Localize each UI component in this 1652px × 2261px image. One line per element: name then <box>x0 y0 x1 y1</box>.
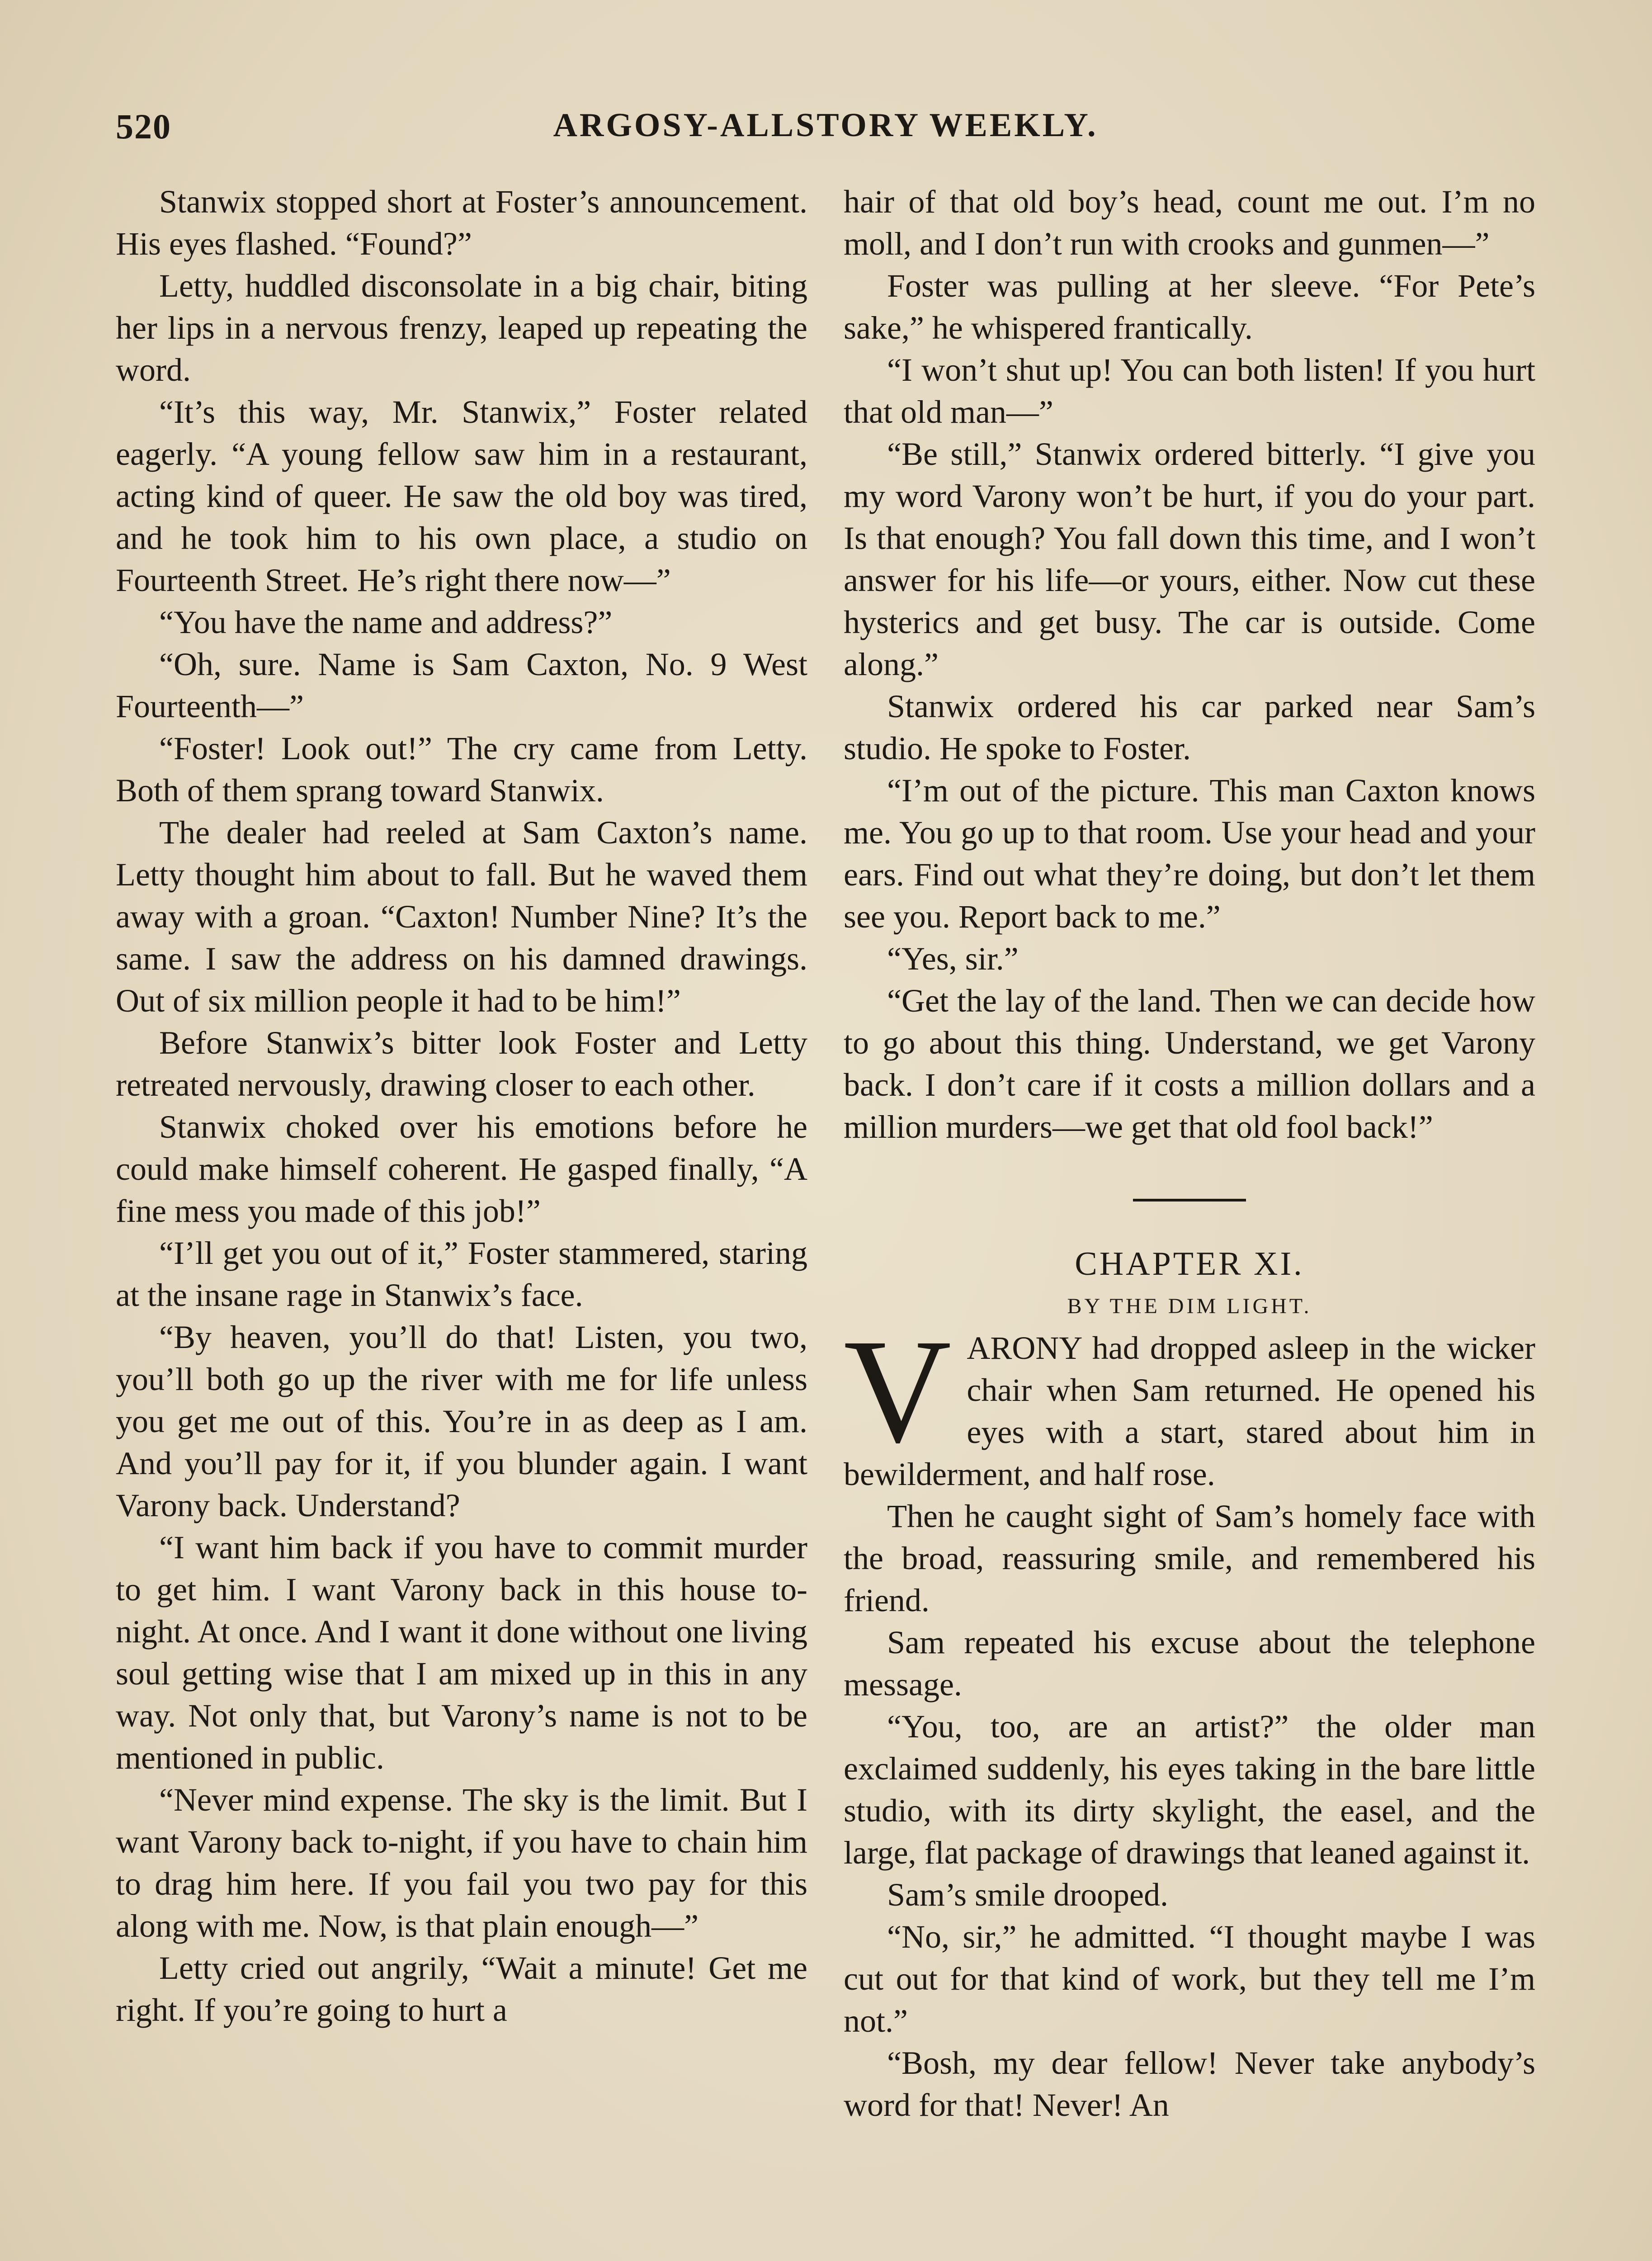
left-column <box>116 181 807 2031</box>
paragraph: “You, too, are an artist?” the older man exclaimed suddenly, his eyes taking in the bare little studio, with its dirty skylight, the easel, and the large, flat package of drawings that leaned against it. <box>844 1708 1535 1871</box>
paragraph: “I want him back if you have to commit murder to get him. I want Varony back in this house to-night. At once. And I want it done without one living soul getting wise that I am mixed up in this in any way. Not only that, but Varony’s name is not to be mentioned in public. <box>116 1529 807 1776</box>
paragraph: “You have the name and address?” <box>159 604 613 640</box>
paragraph: “I won’t shut up! You can both listen! If you hurt that old man—” <box>844 352 1535 430</box>
paragraph: “Be still,” Stanwix ordered bitterly. “I give you my word Varony won’t be hurt, if you do your part. Is that enough? You fall down this time, and I won’t answer for his life—or yours, either. Now cut these hysterics and get busy. The car is outside. Come along.” <box>844 436 1535 682</box>
paragraph: “I’m out of the picture. This man Caxton knows me. You go up to that room. Use your head and your ears. Find out what they’re doing, but don’t let them see you. Report back to me.” <box>844 772 1535 935</box>
paragraph: “It’s this way, Mr. Stanwix,” Foster related eagerly. “A young fellow saw him in a restaurant, acting kind of queer. He saw the old boy was tired, and he took him to his own place, a studio on Fourteenth Street. He’s right there now—” <box>116 394 807 598</box>
paragraph: “Yes, sir.” <box>887 941 1019 977</box>
paragraph: Foster was pulling at her sleeve. “For Pete’s sake,” he whispered frantically. <box>844 268 1535 346</box>
paragraph: Then he caught sight of Sam’s homely face with the broad, reassuring smile, and remembered his friend. <box>844 1498 1535 1618</box>
paragraph: Letty, huddled disconsolate in a big chair, biting her lips in a nervous frenzy, leaped up repeating the word. <box>116 268 807 388</box>
paragraph: “Never mind expense. The sky is the limit. But I want Varony back to-night, if you have to chain him to drag him here. If you fail you two pay for this along with me. Now, is that plain enough—” <box>116 1782 807 1944</box>
paragraph: Sam repeated his excuse about the telephone message. <box>844 1624 1535 1703</box>
paragraph: Letty cried out angrily, “Wait a minute! Get me right. If you’re going to hurt a <box>116 1950 807 2028</box>
section-divider <box>1133 1199 1246 1201</box>
running-head: ARGOSY-ALLSTORY WEEKLY. <box>553 107 1098 144</box>
paragraph: hair of that old boy’s head, count me out. I’m no moll, and I don’t run with crooks and gunmen—” <box>844 184 1535 262</box>
opening-text: ARONY had dropped asleep in the wicker chair when Sam returned. He opened his eyes with a start, stared about him in bewilderment, and half rose. <box>844 1330 1535 1492</box>
paragraph: “No, sir,” he admitted. “I thought maybe I was cut out for that kind of work, but they tell me I’m not.” <box>844 1919 1535 2039</box>
chapter-title: CHAPTER XI. <box>1075 1245 1304 1282</box>
paragraph: “I’ll get you out of it,” Foster stammered, staring at the insane rage in Stanwix’s face. <box>116 1235 807 1313</box>
paragraph: “Oh, sure. Name is Sam Caxton, No. 9 West Fourteenth—” <box>116 646 807 724</box>
paragraph: Stanwix stopped short at Foster’s announcement. His eyes flashed. “Found?” <box>116 184 807 262</box>
chapter-opening-paragraph <box>844 1309 1535 1495</box>
page-number: 520 <box>116 107 171 146</box>
drop-cap: V <box>844 1309 952 1474</box>
paragraph: “Get the lay of the land. Then we can decide how to go about this thing. Understand, we get Varony back. I don’t care if it costs a million dollars and a million murders—we get that old fool back!” <box>844 983 1535 1145</box>
paragraph: “Bosh, my dear fellow! Never take anybody’s word for that! Never! An <box>844 2045 1535 2123</box>
paragraph: Before Stanwix’s bitter look Foster and Letty retreated nervously, drawing closer to each other. <box>116 1025 807 1103</box>
paragraph: “By heaven, you’ll do that! Listen, you two, you’ll both go up the river with me for life unless you get me out of this. You’re in as deep as I am. And you’ll pay for it, if you blunder again. I want Varony back. Understand? <box>116 1319 807 1523</box>
paragraph: Stanwix ordered his car parked near Sam’s studio. He spoke to Foster. <box>844 688 1535 766</box>
paragraph: “Foster! Look out!” The cry came from Letty. Both of them sprang toward Stanwix. <box>116 730 807 809</box>
paragraph: The dealer had reeled at Sam Caxton’s name. Letty thought him about to fall. But he waved them away with a groan. “Caxton! Number Nine? It’s the same. I saw the address on his damned drawings. Out of six million people it had to be him!” <box>116 814 807 1019</box>
page-header <box>116 106 1535 156</box>
chapter-subtitle: BY THE DIM LIGHT. <box>1067 1294 1312 1318</box>
paragraph: Stanwix choked over his emotions before he could make himself coherent. He gasped finally, “A fine mess you made of this job!” <box>116 1109 807 1229</box>
paragraph: Sam’s smile drooped. <box>887 1877 1168 1913</box>
right-column <box>844 181 1535 2126</box>
